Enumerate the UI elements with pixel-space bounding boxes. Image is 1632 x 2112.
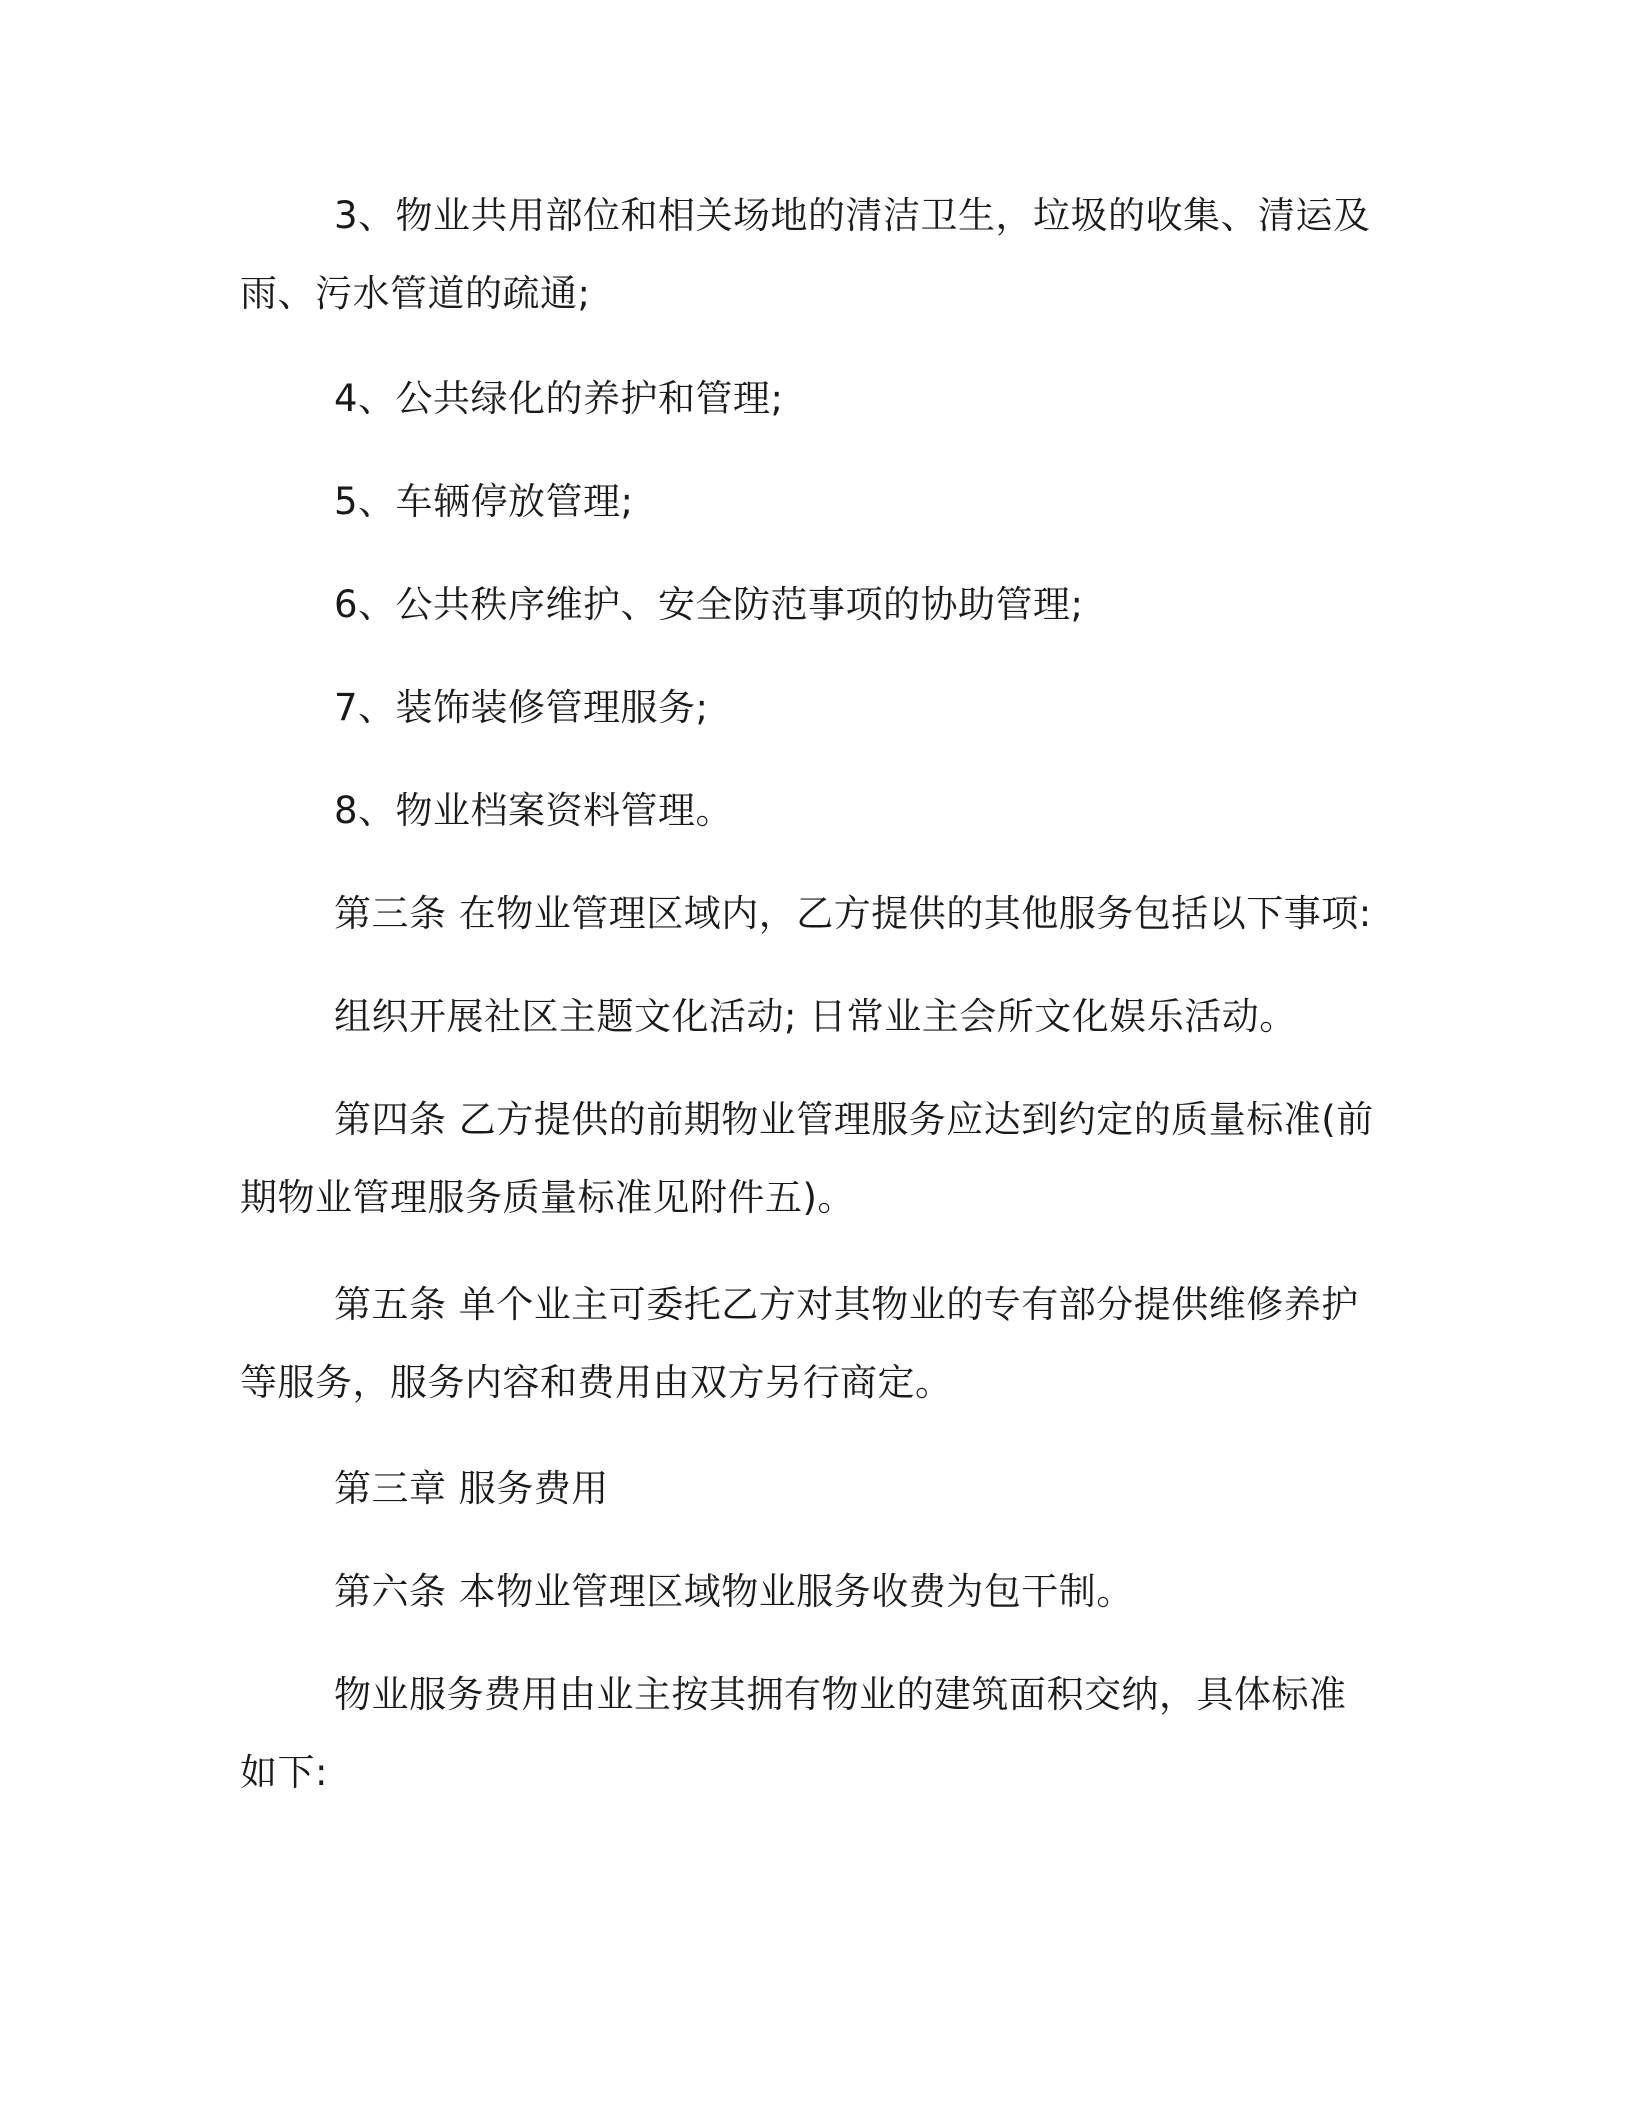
chapter-3-heading: 第三章 服务费用 bbox=[334, 1467, 609, 1510]
paragraph-item-6: 6、公共秩序维护、安全防范事项的协助管理; bbox=[334, 583, 1084, 626]
paragraph-item-3: 3、物业共用部位和相关场地的清洁卫生，垃圾的收集、清运及雨、污水管道的疏通; bbox=[240, 194, 1371, 315]
article-3-detail: 组织开展社区主题文化活动; 日常业主会所文化娱乐活动。 bbox=[334, 995, 1297, 1038]
paragraph-item-8: 8、物业档案资料管理。 bbox=[334, 789, 734, 832]
paragraph-item-7: 7、装饰装修管理服务; bbox=[334, 686, 709, 729]
article-5: 第五条 单个业主可委托乙方对其物业的专有部分提供维修养护等服务，服务内容和费用由双方另行商定。 bbox=[240, 1283, 1359, 1404]
paragraph-item-5: 5、车辆停放管理; bbox=[334, 480, 634, 523]
article-4: 第四条 乙方提供的前期物业管理服务应达到约定的质量标准(前期物业管理服务质量标准见附件五)。 bbox=[240, 1098, 1374, 1219]
fee-standard-paragraph: 物业服务费用由业主按其拥有物业的建筑面积交纳，具体标准如下: bbox=[240, 1673, 1347, 1794]
article-3: 第三条 在物业管理区域内，乙方提供的其他服务包括以下事项: bbox=[334, 892, 1372, 935]
paragraph-item-4: 4、公共绿化的养护和管理; bbox=[334, 377, 784, 420]
article-6: 第六条 本物业管理区域物业服务收费为包干制。 bbox=[334, 1570, 1134, 1613]
